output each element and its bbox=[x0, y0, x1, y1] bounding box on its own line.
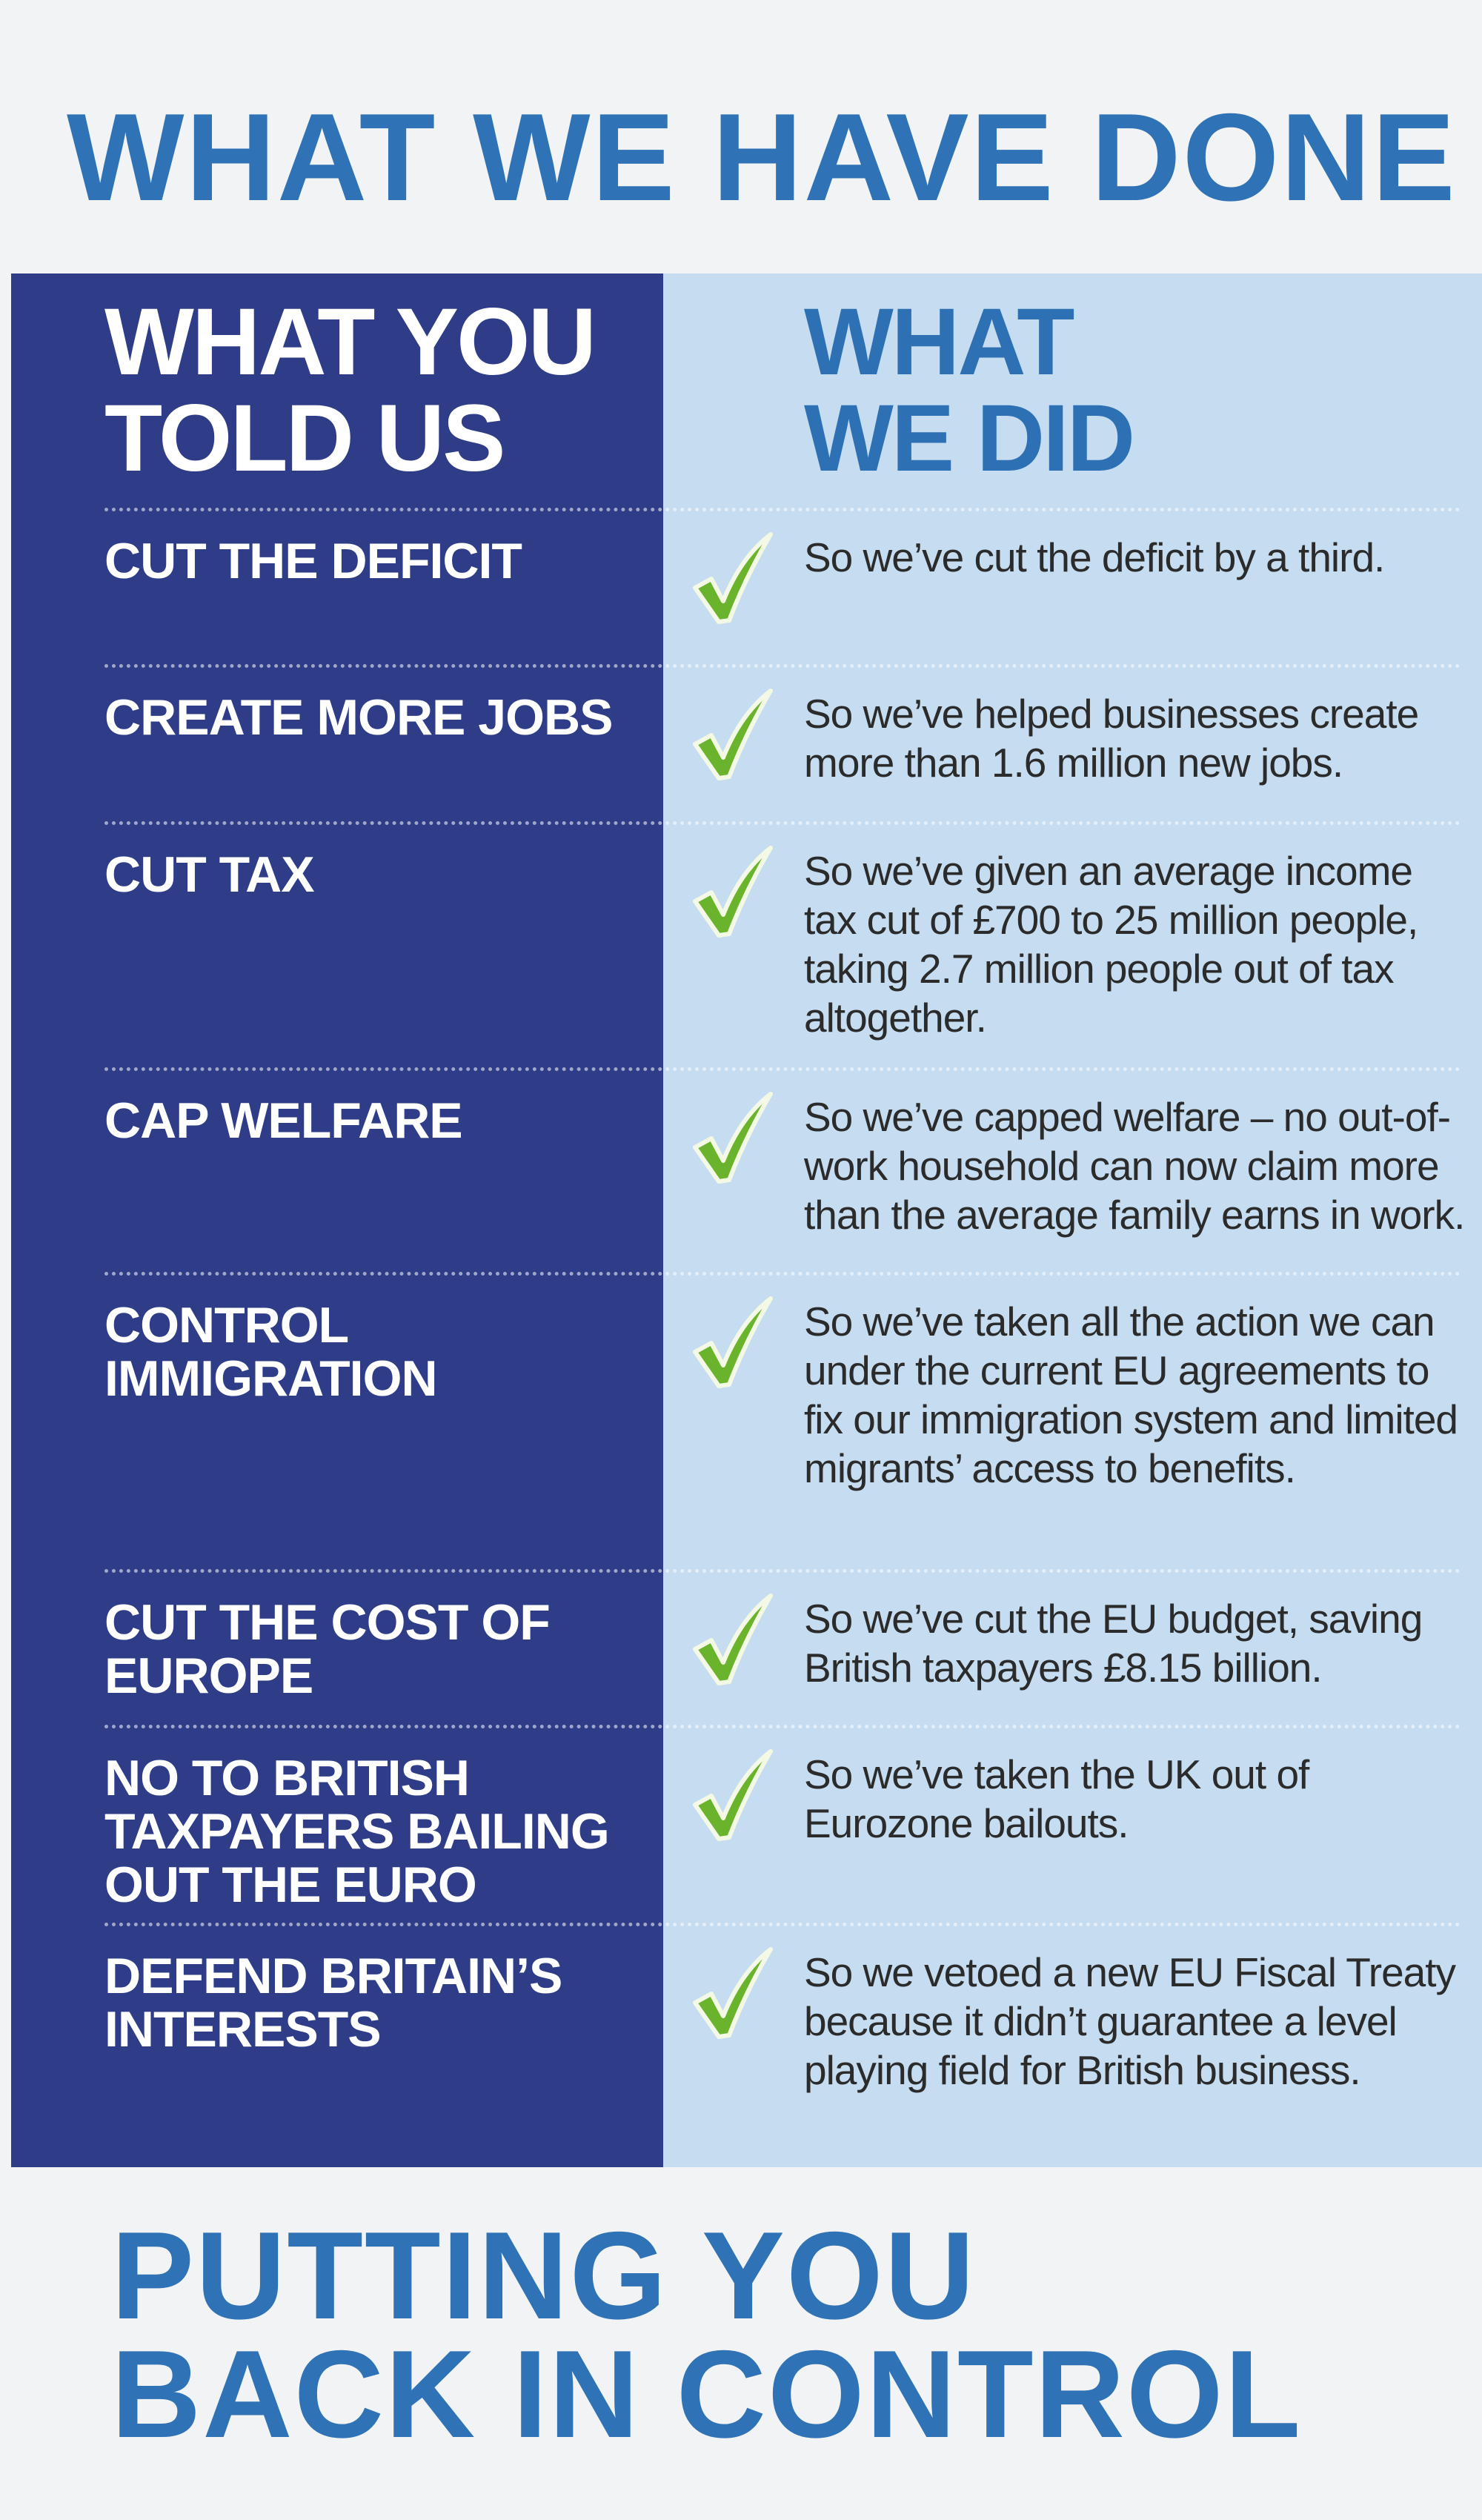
demand-label: CONTROL IMMIGRATION bbox=[104, 1297, 437, 1407]
action-text: So we vetoed a new EU Fiscal Treaty because it didn’t guarantee a level playing field for British business. bbox=[804, 1949, 1456, 2093]
action-text: So we’ve capped welfare – no out-of-work household can now claim more than the average family earns in work. bbox=[804, 1094, 1465, 1238]
demand-label: NO TO BRITISH TAXPAYERS BAILING OUT THE EURO bbox=[104, 1750, 609, 1913]
row-divider bbox=[104, 1725, 1461, 1728]
action-text: So we’ve cut the EU budget, saving British taxpayers £8.15 billion. bbox=[804, 1596, 1423, 1691]
action-text: So we’ve taken all the action we can under the current EU agreements to fix our immigration system and limited migrants’ access to benefits. bbox=[804, 1299, 1458, 1491]
row-divider bbox=[104, 821, 1461, 825]
demand-label: CUT TAX bbox=[104, 846, 314, 903]
action-text: So we’ve cut the deficit by a third. bbox=[804, 534, 1385, 580]
demand-label: DEFEND BRITAIN’S INTERESTS bbox=[104, 1948, 562, 2058]
footer-slogan bbox=[111, 2206, 1303, 2464]
action-text: So we’ve helped businesses create more than 1.6 million new jobs. bbox=[804, 691, 1419, 786]
heading-line: WE DID bbox=[804, 385, 1134, 491]
row-divider bbox=[104, 1272, 1461, 1276]
row-divider bbox=[104, 1067, 1461, 1071]
row-divider bbox=[104, 1923, 1461, 1926]
check-icon bbox=[689, 1090, 778, 1186]
we-did-heading bbox=[804, 289, 1134, 491]
check-icon bbox=[689, 843, 778, 940]
check-icon bbox=[689, 686, 778, 783]
check-icon bbox=[689, 530, 778, 626]
demand-label: CUT THE DEFICIT bbox=[104, 533, 522, 589]
demand-label: CUT THE COST OF EUROPE bbox=[104, 1594, 550, 1704]
check-icon bbox=[689, 1294, 778, 1390]
slogan-line: PUTTING YOU bbox=[111, 2206, 976, 2345]
row-divider bbox=[104, 664, 1461, 668]
comparison-panel bbox=[11, 273, 1482, 2167]
check-icon bbox=[689, 1945, 778, 2041]
page-title: WHAT WE HAVE DONE bbox=[67, 87, 1457, 227]
row-divider bbox=[104, 508, 1461, 511]
told-us-heading bbox=[104, 289, 594, 491]
demand-label: CAP WELFARE bbox=[104, 1092, 462, 1149]
action-text: So we’ve taken the UK out of Eurozone bailouts. bbox=[804, 1751, 1309, 1846]
demand-label: CREATE MORE JOBS bbox=[104, 689, 613, 746]
check-icon bbox=[689, 1591, 778, 1688]
heading-line: WHAT YOU bbox=[104, 289, 594, 395]
check-icon bbox=[689, 1747, 778, 1843]
slogan-line: BACK IN CONTROL bbox=[111, 2324, 1303, 2464]
heading-line: WHAT bbox=[804, 289, 1073, 395]
heading-line: TOLD US bbox=[104, 385, 504, 491]
action-text: So we’ve given an average income tax cut of £700 to 25 million people, taking 2.7 million people out of tax altogether. bbox=[804, 848, 1418, 1041]
row-divider bbox=[104, 1569, 1461, 1573]
